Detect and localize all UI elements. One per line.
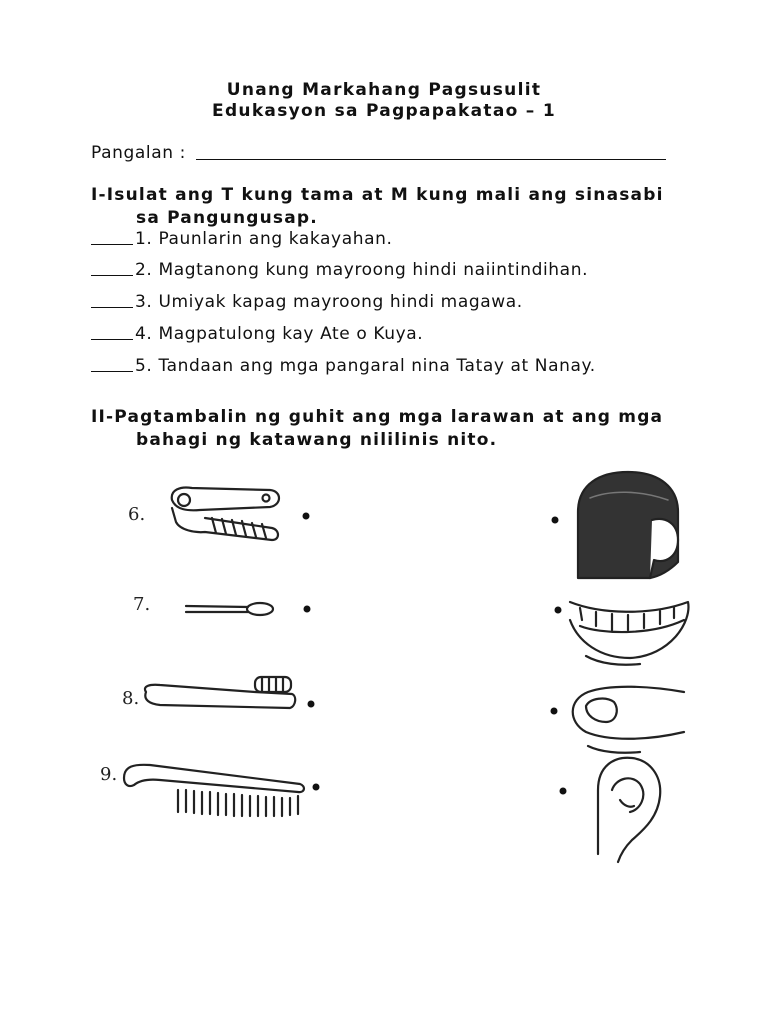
page-subtitle: Edukasyon sa Pagpapakatao – 1 <box>212 101 556 121</box>
hair-icon <box>578 472 678 578</box>
answer-blank[interactable] <box>91 357 133 372</box>
item-text: Paunlarin ang kakayahan. <box>158 229 393 249</box>
toothbrush-icon <box>145 677 295 708</box>
section-2-heading <box>91 406 663 452</box>
item-text: Magpatulong kay Ate o Kuya. <box>158 324 424 344</box>
answer-blank[interactable] <box>91 230 133 245</box>
name-blank-line[interactable] <box>196 143 666 160</box>
list-item <box>91 356 596 376</box>
match-dot[interactable] <box>308 701 315 708</box>
comb-icon <box>124 765 304 816</box>
match-dot[interactable] <box>551 708 558 715</box>
item-text: Tandaan ang mga pangaral nina Tatay at Nanay. <box>158 356 596 376</box>
item-number: 1. <box>135 229 153 249</box>
page-title: Unang Markahang Pagsusulit <box>226 80 542 100</box>
ear-icon <box>598 758 660 862</box>
answer-blank[interactable] <box>91 325 133 340</box>
section-2-heading-line2: bahagi ng katawang nililinis nito. <box>136 430 498 450</box>
answer-blank[interactable] <box>91 261 133 276</box>
item-number: 6. <box>128 504 146 525</box>
item-number: 4. <box>135 324 153 344</box>
match-dot[interactable] <box>303 513 310 520</box>
match-dot[interactable] <box>304 606 311 613</box>
section-2-heading-line1: II-Pagtambalin ng guhit ang mga larawan at ang mga <box>91 407 664 427</box>
answer-blank[interactable] <box>91 293 133 308</box>
list-item <box>91 324 423 344</box>
match-dot[interactable] <box>555 607 562 614</box>
name-field-row <box>91 143 666 163</box>
name-label: Pangalan : <box>91 143 186 163</box>
nail-clipper-icon <box>172 488 279 541</box>
item-number: 9. <box>100 764 118 785</box>
match-dot[interactable] <box>313 784 320 791</box>
fingernail-icon <box>573 687 684 753</box>
match-dot[interactable] <box>552 517 559 524</box>
cotton-swab-icon <box>186 603 273 615</box>
section-1-heading-line2: sa Pangungusap. <box>136 208 318 228</box>
list-item <box>91 292 523 312</box>
item-number: 3. <box>135 292 153 312</box>
item-number: 7. <box>133 594 151 615</box>
teeth-icon <box>570 602 688 665</box>
match-dot[interactable] <box>560 788 567 795</box>
matching-pictures <box>0 460 768 880</box>
section-1-heading-line1: I-Isulat ang T kung tama at M kung mali ang sinasabi <box>91 185 664 205</box>
item-number: 2. <box>135 260 153 280</box>
item-number: 8. <box>122 688 140 709</box>
list-item <box>91 260 588 280</box>
item-text: Umiyak kapag mayroong hindi magawa. <box>158 292 523 312</box>
list-item <box>91 229 392 249</box>
section-1-heading <box>91 184 664 230</box>
item-text: Magtanong kung mayroong hindi naiintindihan. <box>158 260 589 280</box>
item-number: 5. <box>135 356 153 376</box>
